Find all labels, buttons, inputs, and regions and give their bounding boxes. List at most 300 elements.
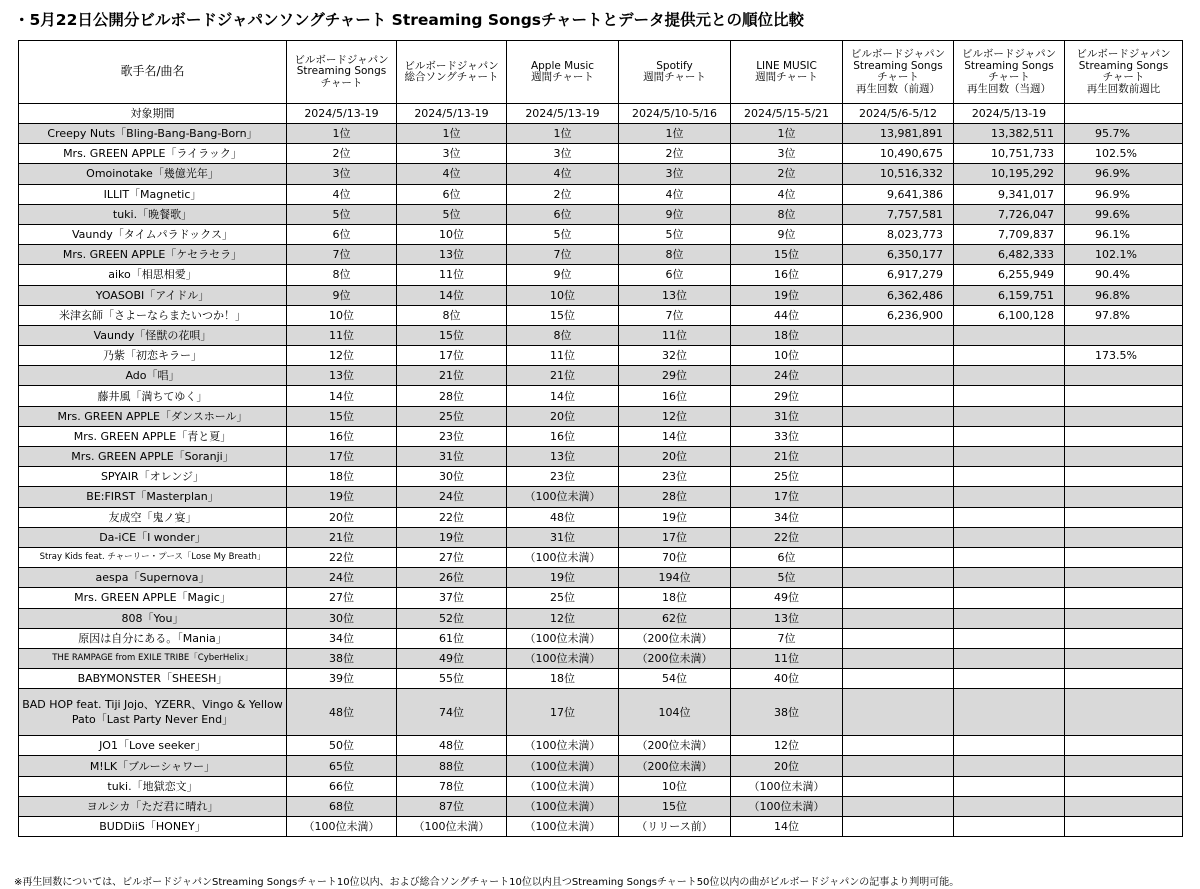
- rank-cell: 40位: [731, 669, 843, 689]
- rank-cell: （100位未満）: [397, 817, 507, 837]
- header-line: チャート: [1102, 71, 1145, 83]
- rank-cell: 3位: [731, 144, 843, 164]
- period-cell: 2024/5/10-5/16: [619, 104, 731, 124]
- plays-cell: [954, 736, 1065, 756]
- rank-cell: 38位: [287, 648, 397, 668]
- song-cell: 友成空「鬼ノ宴」: [19, 507, 287, 527]
- table-row: [19, 487, 1183, 507]
- plays-cell: [954, 817, 1065, 837]
- plays-cell: [843, 426, 954, 446]
- rank-cell: 38位: [731, 689, 843, 736]
- rank-cell: 19位: [397, 527, 507, 547]
- plays-cell: [954, 467, 1065, 487]
- rank-cell: 8位: [287, 265, 397, 285]
- song-cell: Creepy Nuts「Bling-Bang-Bang-Born」: [19, 124, 287, 144]
- table-row: [19, 628, 1183, 648]
- rank-cell: 17位: [397, 346, 507, 366]
- plays-cell: [954, 689, 1065, 736]
- rank-cell: 1位: [287, 124, 397, 144]
- plays-cell: 13,382,511: [954, 124, 1065, 144]
- rank-cell: 12位: [287, 346, 397, 366]
- table-row: [19, 588, 1183, 608]
- song-cell: 原因は自分にある。「Mania」: [19, 628, 287, 648]
- table-row: [19, 406, 1183, 426]
- rank-cell: 54位: [619, 669, 731, 689]
- rank-cell: 1位: [507, 124, 619, 144]
- table-row: [19, 265, 1183, 285]
- plays-cell: [843, 527, 954, 547]
- plays-cell: [843, 568, 954, 588]
- rank-cell: 104位: [619, 689, 731, 736]
- rank-cell: 5位: [287, 204, 397, 224]
- rank-cell: 62位: [619, 608, 731, 628]
- header-line: 総合ソングチャート: [404, 71, 499, 83]
- rank-cell: （200位未満）: [619, 756, 731, 776]
- rank-cell: 8位: [397, 305, 507, 325]
- song-cell: BUDDiiS「HONEY」: [19, 817, 287, 837]
- rank-cell: 6位: [507, 204, 619, 224]
- plays-cell: 6,917,279: [843, 265, 954, 285]
- ratio-cell: 90.4%: [1065, 265, 1183, 285]
- song-cell: Mrs. GREEN APPLE「Soranji」: [19, 447, 287, 467]
- plays-cell: [954, 487, 1065, 507]
- period-label: 対象期間: [19, 104, 287, 124]
- rank-cell: 3位: [619, 164, 731, 184]
- rank-cell: 3位: [397, 144, 507, 164]
- period-cell: 2024/5/15-5/21: [731, 104, 843, 124]
- header-line: ビルボードジャパン: [850, 48, 946, 60]
- rank-cell: 4位: [287, 184, 397, 204]
- plays-cell: 6,482,333: [954, 245, 1065, 265]
- col-plays-ratio-header: [1065, 41, 1183, 104]
- rank-cell: （100位未満）: [507, 547, 619, 567]
- table-row: [19, 608, 1183, 628]
- rank-cell: 31位: [397, 447, 507, 467]
- header-line: Streaming Songs: [296, 65, 387, 78]
- table-row: [19, 467, 1183, 487]
- rank-cell: 11位: [397, 265, 507, 285]
- rank-cell: 25位: [507, 588, 619, 608]
- page-title: ・5月22日公開分ビルボードジャパンソングチャート Streaming Songsチャートとデータ提供元との順位比較: [14, 11, 805, 29]
- rank-cell: 18位: [287, 467, 397, 487]
- rank-cell: 15位: [507, 305, 619, 325]
- table-row: [19, 547, 1183, 567]
- period-cell: 2024/5/6-5/12: [843, 104, 954, 124]
- ratio-cell: [1065, 669, 1183, 689]
- rank-cell: 48位: [397, 736, 507, 756]
- plays-cell: [954, 406, 1065, 426]
- rank-cell: 29位: [731, 386, 843, 406]
- plays-cell: [843, 547, 954, 567]
- plays-cell: [954, 366, 1065, 386]
- rank-cell: 7位: [287, 245, 397, 265]
- ratio-cell: [1065, 325, 1183, 345]
- rank-cell: 13位: [731, 608, 843, 628]
- rank-cell: 12位: [507, 608, 619, 628]
- table-row: [19, 648, 1183, 668]
- ratio-cell: [1065, 426, 1183, 446]
- table-row: [19, 305, 1183, 325]
- rank-cell: （100位未満）: [507, 648, 619, 668]
- rank-cell: （100位未満）: [731, 796, 843, 816]
- plays-cell: 6,362,486: [843, 285, 954, 305]
- table-row: [19, 507, 1183, 527]
- plays-cell: [954, 547, 1065, 567]
- table-row: [19, 776, 1183, 796]
- rank-cell: 78位: [397, 776, 507, 796]
- ratio-cell: 97.8%: [1065, 305, 1183, 325]
- table-row: [19, 184, 1183, 204]
- ratio-cell: 173.5%: [1065, 346, 1183, 366]
- header-line: 週間チャート: [643, 71, 706, 83]
- plays-cell: [954, 568, 1065, 588]
- rank-cell: 10位: [619, 776, 731, 796]
- song-cell: Mrs. GREEN APPLE「ケセラセラ」: [19, 245, 287, 265]
- rank-cell: 31位: [731, 406, 843, 426]
- rank-cell: 23位: [397, 426, 507, 446]
- plays-cell: [843, 507, 954, 527]
- rank-cell: 10位: [287, 305, 397, 325]
- rank-cell: 6位: [731, 547, 843, 567]
- rank-cell: 21位: [731, 447, 843, 467]
- header-line: Streaming Songs: [964, 59, 1054, 72]
- plays-cell: [843, 447, 954, 467]
- rank-cell: 17位: [287, 447, 397, 467]
- rank-cell: 24位: [397, 487, 507, 507]
- song-cell: SPYAIR「オレンジ」: [19, 467, 287, 487]
- song-cell: aespa「Supernova」: [19, 568, 287, 588]
- ratio-cell: [1065, 588, 1183, 608]
- plays-cell: [954, 796, 1065, 816]
- rank-cell: 11位: [731, 648, 843, 668]
- rank-cell: 26位: [397, 568, 507, 588]
- rank-cell: 1位: [731, 124, 843, 144]
- song-cell: M!LK「ブルーシャワー」: [19, 756, 287, 776]
- rank-cell: 15位: [731, 245, 843, 265]
- rank-cell: 17位: [731, 487, 843, 507]
- rank-cell: 3位: [287, 164, 397, 184]
- rank-cell: 19位: [619, 507, 731, 527]
- rank-cell: 4位: [397, 164, 507, 184]
- song-cell: Ado「唱」: [19, 366, 287, 386]
- rank-cell: 6位: [619, 265, 731, 285]
- table-row: [19, 386, 1183, 406]
- rank-cell: 1位: [397, 124, 507, 144]
- rank-cell: 19位: [287, 487, 397, 507]
- table-row: [19, 756, 1183, 776]
- col-spotify-rank-header: [619, 41, 731, 104]
- table-row: [19, 689, 1183, 736]
- rank-cell: （100位未満）: [507, 796, 619, 816]
- plays-cell: [843, 756, 954, 776]
- rank-cell: 4位: [619, 184, 731, 204]
- rank-cell: 14位: [507, 386, 619, 406]
- rank-cell: 74位: [397, 689, 507, 736]
- table-row: [19, 144, 1183, 164]
- plays-cell: [954, 776, 1065, 796]
- header-line: 週間チャート: [755, 71, 818, 83]
- period-cell: [1065, 104, 1183, 124]
- rank-cell: 13位: [397, 245, 507, 265]
- table-row: [19, 817, 1183, 837]
- plays-cell: [843, 588, 954, 608]
- rank-cell: 6位: [397, 184, 507, 204]
- period-cell: 2024/5/13-19: [507, 104, 619, 124]
- ratio-cell: [1065, 568, 1183, 588]
- ratio-cell: [1065, 386, 1183, 406]
- plays-cell: [843, 796, 954, 816]
- plays-cell: 8,023,773: [843, 224, 954, 244]
- song-cell: tuki.「晩餐歌」: [19, 204, 287, 224]
- period-row: [19, 104, 1183, 124]
- rank-cell: 24位: [731, 366, 843, 386]
- rank-cell: 27位: [397, 547, 507, 567]
- rank-cell: 30位: [287, 608, 397, 628]
- rank-cell: 10位: [731, 346, 843, 366]
- song-cell: Vaundy「タイムパラドックス」: [19, 224, 287, 244]
- rank-cell: 8位: [731, 204, 843, 224]
- ratio-cell: 102.5%: [1065, 144, 1183, 164]
- rank-cell: 12位: [731, 736, 843, 756]
- ratio-cell: [1065, 817, 1183, 837]
- plays-cell: 7,726,047: [954, 204, 1065, 224]
- rank-cell: 15位: [619, 796, 731, 816]
- header-line: Streaming Songs: [853, 59, 943, 72]
- rank-cell: （200位未満）: [619, 648, 731, 668]
- ratio-cell: [1065, 366, 1183, 386]
- plays-cell: [954, 648, 1065, 668]
- rank-cell: 34位: [287, 628, 397, 648]
- header-line: チャート: [877, 71, 919, 83]
- song-cell: JO1「Love seeker」: [19, 736, 287, 756]
- plays-cell: 9,341,017: [954, 184, 1065, 204]
- table-row: [19, 796, 1183, 816]
- plays-cell: [843, 736, 954, 756]
- rank-cell: （100位未満）: [507, 736, 619, 756]
- rank-cell: 14位: [731, 817, 843, 837]
- rank-cell: （100位未満）: [507, 817, 619, 837]
- song-cell: Mrs. GREEN APPLE「青と夏」: [19, 426, 287, 446]
- plays-cell: [954, 386, 1065, 406]
- rank-cell: 23位: [619, 467, 731, 487]
- rank-cell: 34位: [731, 507, 843, 527]
- rank-cell: 5位: [731, 568, 843, 588]
- rank-cell: 15位: [287, 406, 397, 426]
- song-cell: THE RAMPAGE from EXILE TRIBE「CyberHelix」: [19, 648, 287, 668]
- plays-cell: 10,195,292: [954, 164, 1065, 184]
- rank-cell: 14位: [619, 426, 731, 446]
- header-line: 歌手名/曲名: [120, 64, 185, 79]
- rank-cell: 88位: [397, 756, 507, 776]
- song-cell: 乃紫「初恋キラー」: [19, 346, 287, 366]
- ratio-cell: [1065, 467, 1183, 487]
- song-cell: Mrs. GREEN APPLE「Magic」: [19, 588, 287, 608]
- table-row: [19, 224, 1183, 244]
- period-cell: 2024/5/13-19: [397, 104, 507, 124]
- rank-cell: 21位: [507, 366, 619, 386]
- header-row: [19, 41, 1183, 104]
- rank-cell: 25位: [397, 406, 507, 426]
- rank-cell: 16位: [507, 426, 619, 446]
- plays-cell: [954, 756, 1065, 776]
- rank-cell: 52位: [397, 608, 507, 628]
- song-cell: ILLIT「Magnetic」: [19, 184, 287, 204]
- rank-cell: 2位: [619, 144, 731, 164]
- header-line: チャート: [988, 71, 1030, 83]
- rank-cell: 20位: [731, 756, 843, 776]
- plays-cell: [954, 628, 1065, 648]
- plays-cell: [843, 366, 954, 386]
- rank-cell: 20位: [619, 447, 731, 467]
- rank-cell: 5位: [507, 224, 619, 244]
- song-cell: tuki.「地獄恋文」: [19, 776, 287, 796]
- plays-cell: [843, 669, 954, 689]
- song-cell: Mrs. GREEN APPLE「ダンスホール」: [19, 406, 287, 426]
- rank-cell: （100位未満）: [507, 756, 619, 776]
- rank-cell: 4位: [507, 164, 619, 184]
- rank-cell: 14位: [287, 386, 397, 406]
- header-line: ビルボードジャパン: [1076, 48, 1171, 60]
- song-cell: 808「You」: [19, 608, 287, 628]
- ratio-cell: [1065, 689, 1183, 736]
- table-row: [19, 527, 1183, 547]
- rank-cell: 13位: [619, 285, 731, 305]
- rank-cell: 22位: [731, 527, 843, 547]
- rank-cell: 48位: [507, 507, 619, 527]
- table-row: [19, 204, 1183, 224]
- rank-cell: 24位: [287, 568, 397, 588]
- rank-cell: 19位: [731, 285, 843, 305]
- song-cell: Da-iCE「I wonder」: [19, 527, 287, 547]
- rank-cell: 20位: [507, 406, 619, 426]
- rank-cell: （100位未満）: [507, 776, 619, 796]
- rank-cell: 10位: [507, 285, 619, 305]
- rank-cell: 2位: [731, 164, 843, 184]
- plays-cell: [843, 325, 954, 345]
- ratio-cell: 99.6%: [1065, 204, 1183, 224]
- rank-cell: 8位: [507, 325, 619, 345]
- plays-cell: 6,236,900: [843, 305, 954, 325]
- plays-cell: [954, 507, 1065, 527]
- rank-cell: 31位: [507, 527, 619, 547]
- song-cell: ヨルシカ「ただ君に晴れ」: [19, 796, 287, 816]
- rank-cell: 2位: [507, 184, 619, 204]
- plays-cell: [954, 346, 1065, 366]
- rank-cell: 2位: [287, 144, 397, 164]
- rank-cell: 65位: [287, 756, 397, 776]
- col-hot100-rank-header: [397, 41, 507, 104]
- rank-cell: 11位: [507, 346, 619, 366]
- ratio-cell: [1065, 507, 1183, 527]
- rank-cell: 33位: [731, 426, 843, 446]
- rank-cell: 7位: [507, 245, 619, 265]
- header-line: Apple Music: [530, 59, 595, 72]
- rank-cell: 22位: [397, 507, 507, 527]
- song-cell: 藤井風「満ちてゆく」: [19, 386, 287, 406]
- rank-cell: 19位: [507, 568, 619, 588]
- plays-cell: [843, 346, 954, 366]
- rank-cell: 5位: [619, 224, 731, 244]
- header-line: 再生回数（前週）: [856, 82, 940, 95]
- plays-cell: 7,757,581: [843, 204, 954, 224]
- plays-cell: 7,709,837: [954, 224, 1065, 244]
- rank-cell: 13位: [287, 366, 397, 386]
- ratio-cell: [1065, 756, 1183, 776]
- rank-cell: 32位: [619, 346, 731, 366]
- rank-cell: 15位: [397, 325, 507, 345]
- plays-cell: [843, 467, 954, 487]
- header-line: 再生回数（当週）: [967, 82, 1051, 95]
- ratio-cell: 96.8%: [1065, 285, 1183, 305]
- ratio-cell: [1065, 736, 1183, 756]
- col-plays-curr-header: [954, 41, 1065, 104]
- rank-cell: 16位: [731, 265, 843, 285]
- table-row: [19, 285, 1183, 305]
- ratio-cell: 96.1%: [1065, 224, 1183, 244]
- table-row: [19, 736, 1183, 756]
- table-row: [19, 426, 1183, 446]
- rank-cell: 10位: [397, 224, 507, 244]
- song-cell: BE:FIRST「Masterplan」: [19, 487, 287, 507]
- plays-cell: [954, 588, 1065, 608]
- table-row: [19, 124, 1183, 144]
- plays-cell: [843, 628, 954, 648]
- rank-cell: 11位: [619, 325, 731, 345]
- rank-cell: 39位: [287, 669, 397, 689]
- ratio-cell: [1065, 406, 1183, 426]
- plays-cell: [954, 426, 1065, 446]
- rank-cell: 3位: [507, 144, 619, 164]
- period-cell: 2024/5/13-19: [287, 104, 397, 124]
- rank-cell: （200位未満）: [619, 628, 731, 648]
- rank-cell: 70位: [619, 547, 731, 567]
- song-cell: BAD HOP feat. Tiji Jojo、YZERR、Vingo & Yellow Pato「Last Party Never End」: [19, 689, 287, 736]
- plays-cell: [954, 325, 1065, 345]
- ratio-cell: [1065, 648, 1183, 668]
- col-plays-prev-header: [843, 41, 954, 104]
- plays-cell: [954, 608, 1065, 628]
- plays-cell: [843, 406, 954, 426]
- rank-cell: （200位未満）: [619, 736, 731, 756]
- col-artist-song-header: [19, 41, 287, 104]
- rank-cell: （リリース前）: [619, 817, 731, 837]
- ratio-cell: 102.1%: [1065, 245, 1183, 265]
- rank-cell: （100位未満）: [507, 487, 619, 507]
- header-line: ビルボードジャパン: [404, 59, 499, 72]
- song-cell: 米津玄師「さよーならまたいつか！」: [19, 305, 287, 325]
- rank-cell: 23位: [507, 467, 619, 487]
- rank-cell: （100位未満）: [287, 817, 397, 837]
- ratio-cell: [1065, 776, 1183, 796]
- plays-cell: 10,490,675: [843, 144, 954, 164]
- rank-cell: 68位: [287, 796, 397, 816]
- ratio-cell: 95.7%: [1065, 124, 1183, 144]
- ratio-cell: [1065, 447, 1183, 467]
- plays-cell: 13,981,891: [843, 124, 954, 144]
- rank-cell: 66位: [287, 776, 397, 796]
- rank-cell: 11位: [287, 325, 397, 345]
- rank-cell: 9位: [507, 265, 619, 285]
- rank-cell: 48位: [287, 689, 397, 736]
- rank-cell: （100位未満）: [731, 776, 843, 796]
- plays-cell: 9,641,386: [843, 184, 954, 204]
- rank-cell: 7位: [619, 305, 731, 325]
- rank-cell: 14位: [397, 285, 507, 305]
- table-row: [19, 245, 1183, 265]
- rank-cell: 18位: [507, 669, 619, 689]
- rank-cell: 21位: [397, 366, 507, 386]
- rank-cell: 22位: [287, 547, 397, 567]
